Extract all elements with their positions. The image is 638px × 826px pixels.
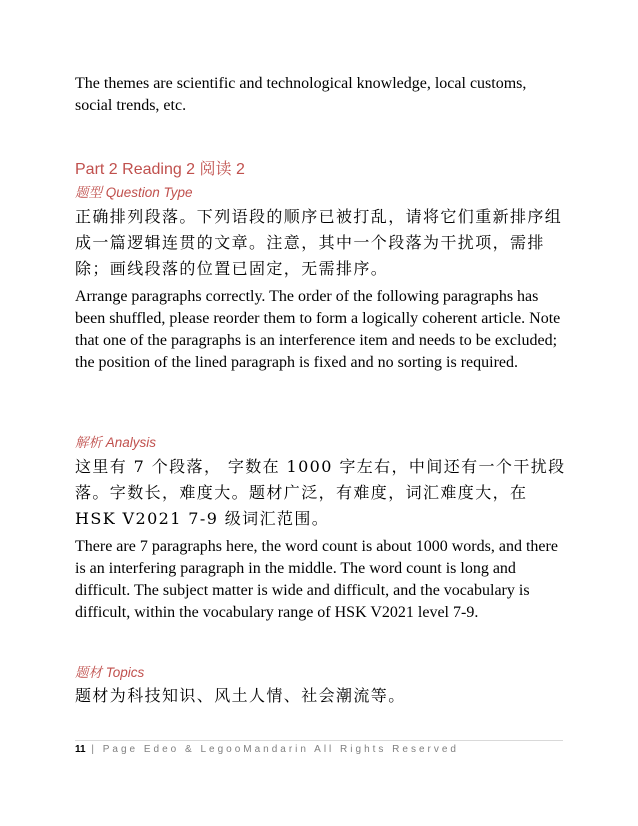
question-type-label-cn: 题型 [75, 185, 102, 201]
topics-label-cn: 题材 [75, 665, 102, 681]
analysis-label-cn: 解析 [75, 435, 102, 451]
question-type-label [75, 184, 193, 202]
page-footer [75, 740, 563, 757]
topics-text-cn: 题材为科技知识、风土人情、社会潮流等。 [75, 686, 406, 705]
section-heading: Part 2 Reading 2 阅读 2 [75, 161, 245, 178]
analysis-label [75, 434, 156, 452]
analysis-label-en: Analysis [102, 435, 157, 450]
page-number: 11 [75, 744, 86, 755]
analysis-text-cn: 这里有 7 个段落， 字数在 1000 字左右，中间还有一个干扰段落。字数长，难度大。题材广泛，有难度，词汇难度大，在 HSK V2021 7-9 级词汇范围。 [75, 457, 566, 528]
question-type-text-cn: 正确排列段落。下列语段的顺序已被打乱，请将它们重新排序组成一篇逻辑连贯的文章。注意，其中一个段落为干扰项，需排除；画线段落的位置已固定，无需排序。 [75, 207, 563, 278]
footer-text: | Page Edeo & LegooMandarin All Rights Reserved [85, 744, 459, 755]
topics-label [75, 664, 144, 682]
question-type-label-en: Question Type [102, 185, 193, 200]
intro-paragraph: The themes are scientific and technological knowledge, local customs, social trends, etc. [75, 75, 527, 114]
topics-label-en: Topics [102, 665, 145, 680]
analysis-text-en: There are 7 paragraphs here, the word count is about 1000 words, and there is an interfering paragraph in the middle. The word count is long and difficult. The subject matter is wide and difficult, and the vocabulary is difficult, within the vocabulary range of HSK V2021 level 7-9. [75, 538, 558, 621]
question-type-text-en: Arrange paragraphs correctly. The order of the following paragraphs has been shuffled, please reorder them to form a logically coherent article. Note that one of the paragraphs is an interference item and needs to be excluded; the position of the lined paragraph is fixed and no sorting is required. [75, 288, 561, 371]
